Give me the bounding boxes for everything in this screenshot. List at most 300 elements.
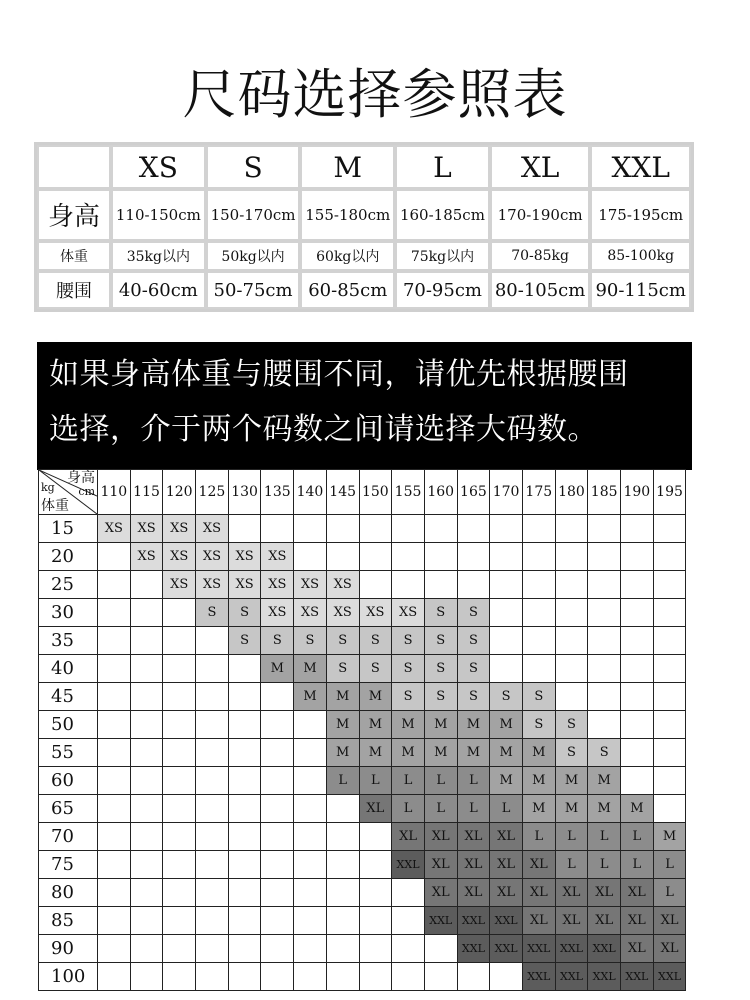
size-cell (522, 515, 555, 543)
size-cell (228, 907, 261, 935)
size-cell: XS (228, 543, 261, 571)
size-cell: M (522, 767, 555, 795)
size-cell: L (359, 767, 392, 795)
size-cell (261, 935, 294, 963)
height-value-xl: 170-190cm (490, 189, 591, 241)
size-cell (163, 627, 196, 655)
size-cell (555, 655, 588, 683)
size-cell (326, 515, 359, 543)
size-cell (588, 515, 621, 543)
size-cell (392, 879, 425, 907)
size-cell (621, 515, 654, 543)
size-cell (653, 515, 686, 543)
weight-row-20 (39, 543, 686, 571)
size-cell: M (294, 683, 327, 711)
size-cell: XL (588, 879, 621, 907)
size-cell (163, 711, 196, 739)
size-cell (130, 711, 163, 739)
size-cell (163, 935, 196, 963)
size-cell: L (555, 823, 588, 851)
weight-label-20: 20 (39, 543, 98, 571)
size-cell: XS (130, 543, 163, 571)
size-cell: XXL (653, 963, 686, 991)
weight-label-30: 30 (39, 599, 98, 627)
size-cell (130, 683, 163, 711)
size-cell (196, 711, 229, 739)
size-cell (326, 823, 359, 851)
height-header-115: 115 (130, 470, 163, 515)
size-cell: XXL (392, 851, 425, 879)
size-cell: S (522, 711, 555, 739)
weight-row-100 (39, 963, 686, 991)
size-cell: S (457, 627, 490, 655)
size-cell: L (653, 851, 686, 879)
size-cell: XXL (555, 935, 588, 963)
size-cell: XL (522, 879, 555, 907)
size-cell (98, 543, 131, 571)
size-cell: XL (588, 907, 621, 935)
size-cell (490, 655, 523, 683)
size-cell: M (522, 739, 555, 767)
size-cell: S (588, 739, 621, 767)
size-cell (621, 711, 654, 739)
notice-banner (37, 342, 692, 470)
height-header-110: 110 (98, 470, 131, 515)
size-cell (130, 795, 163, 823)
size-cell: XXL (457, 935, 490, 963)
size-cell (359, 907, 392, 935)
size-cell: XS (163, 543, 196, 571)
size-cell: XS (261, 543, 294, 571)
size-cell: XS (228, 571, 261, 599)
size-cell: XS (163, 571, 196, 599)
height-weight-size-chart (38, 469, 686, 991)
size-cell: M (359, 711, 392, 739)
size-cell (196, 739, 229, 767)
size-cell (261, 907, 294, 935)
size-header-row (37, 145, 691, 189)
size-cell (130, 823, 163, 851)
weight-value-l: 75kg以内 (395, 241, 490, 271)
size-cell (163, 907, 196, 935)
height-header-180: 180 (555, 470, 588, 515)
size-cell (228, 767, 261, 795)
row-label-waist: 腰围 (37, 271, 111, 309)
size-cell (98, 655, 131, 683)
height-header-135: 135 (261, 470, 294, 515)
size-cell: S (555, 711, 588, 739)
weight-row-60 (39, 767, 686, 795)
weight-label-65: 65 (39, 795, 98, 823)
height-header-165: 165 (457, 470, 490, 515)
weight-label-45: 45 (39, 683, 98, 711)
weight-value-xs: 35kg以内 (111, 241, 206, 271)
size-cell: XXL (424, 907, 457, 935)
size-cell: L (457, 767, 490, 795)
weight-label-90: 90 (39, 935, 98, 963)
size-cell: XL (457, 851, 490, 879)
weight-row-55 (39, 739, 686, 767)
size-cell (588, 683, 621, 711)
size-cell: XL (653, 907, 686, 935)
size-cell (130, 767, 163, 795)
size-cell: XL (457, 823, 490, 851)
header-cell-s: S (206, 145, 301, 189)
size-cell: S (457, 599, 490, 627)
size-cell: S (424, 655, 457, 683)
size-cell (196, 851, 229, 879)
size-cell: M (490, 711, 523, 739)
size-cell (130, 935, 163, 963)
size-cell: XS (98, 515, 131, 543)
size-cell: L (588, 851, 621, 879)
weight-label-70: 70 (39, 823, 98, 851)
size-cell (522, 627, 555, 655)
weight-row-35 (39, 627, 686, 655)
size-cell: M (555, 767, 588, 795)
size-cell (261, 683, 294, 711)
size-cell (98, 627, 131, 655)
size-cell (228, 515, 261, 543)
size-cell (621, 683, 654, 711)
weight-row-15 (39, 515, 686, 543)
size-cell (294, 543, 327, 571)
size-cell (98, 907, 131, 935)
size-cell: M (326, 683, 359, 711)
height-header-195: 195 (653, 470, 686, 515)
size-cell (130, 907, 163, 935)
size-cell: XL (424, 851, 457, 879)
size-cell (130, 571, 163, 599)
size-cell (359, 935, 392, 963)
size-cell (522, 599, 555, 627)
size-cell (588, 543, 621, 571)
size-cell (490, 963, 523, 991)
header-cell-l: L (395, 145, 490, 189)
size-cell (196, 767, 229, 795)
size-cell (555, 683, 588, 711)
size-cell (98, 851, 131, 879)
size-cell (228, 683, 261, 711)
size-cell (326, 963, 359, 991)
size-cell: S (555, 739, 588, 767)
corner-height-unit: cm (78, 485, 95, 498)
waist-value-s: 50-75cm (206, 271, 301, 309)
size-cell: S (424, 627, 457, 655)
size-cell: XS (163, 515, 196, 543)
size-cell (653, 683, 686, 711)
size-cell: XXL (621, 963, 654, 991)
size-cell (621, 543, 654, 571)
size-cell (653, 795, 686, 823)
size-cell (490, 543, 523, 571)
size-cell: XS (392, 599, 425, 627)
height-header-170: 170 (490, 470, 523, 515)
size-cell (196, 823, 229, 851)
size-cell (653, 627, 686, 655)
height-header-190: 190 (621, 470, 654, 515)
size-cell (130, 963, 163, 991)
size-cell (457, 515, 490, 543)
size-cell: XL (490, 823, 523, 851)
size-cell (621, 655, 654, 683)
size-cell (261, 851, 294, 879)
size-cell (555, 571, 588, 599)
size-cell (261, 963, 294, 991)
size-cell (130, 655, 163, 683)
size-cell (294, 851, 327, 879)
size-cell: XS (261, 599, 294, 627)
size-cell (457, 543, 490, 571)
size-cell (522, 543, 555, 571)
size-cell (98, 767, 131, 795)
size-cell: S (457, 655, 490, 683)
size-cell: L (424, 795, 457, 823)
size-cell (294, 515, 327, 543)
size-cell (163, 683, 196, 711)
size-cell: M (392, 739, 425, 767)
size-cell: XL (522, 907, 555, 935)
size-cell (621, 599, 654, 627)
header-cell-xs: XS (111, 145, 206, 189)
size-cell: L (522, 823, 555, 851)
size-cell: S (424, 683, 457, 711)
size-cell (392, 515, 425, 543)
size-cell (261, 823, 294, 851)
size-cell (588, 627, 621, 655)
weight-value-m: 60kg以内 (300, 241, 395, 271)
size-cell: S (196, 599, 229, 627)
size-cell: XS (294, 571, 327, 599)
size-cell (196, 907, 229, 935)
weight-label-50: 50 (39, 711, 98, 739)
size-cell: L (621, 823, 654, 851)
size-cell (98, 683, 131, 711)
size-cell (294, 739, 327, 767)
size-cell (98, 571, 131, 599)
size-cell (130, 627, 163, 655)
size-cell (359, 851, 392, 879)
size-cell (163, 851, 196, 879)
size-cell: S (457, 683, 490, 711)
size-cell: XS (294, 599, 327, 627)
weight-label-35: 35 (39, 627, 98, 655)
size-cell (228, 655, 261, 683)
size-cell: XXL (490, 907, 523, 935)
size-cell: S (228, 599, 261, 627)
size-cell: XL (457, 879, 490, 907)
size-cell (98, 879, 131, 907)
size-cell: L (392, 767, 425, 795)
size-cell: XL (522, 851, 555, 879)
size-cell (392, 963, 425, 991)
weight-label-55: 55 (39, 739, 98, 767)
size-cell: S (522, 683, 555, 711)
chart-corner-cell (39, 470, 98, 515)
size-cell: XL (392, 823, 425, 851)
weight-row-45 (39, 683, 686, 711)
size-cell (326, 907, 359, 935)
weight-row-30 (39, 599, 686, 627)
size-cell (621, 767, 654, 795)
size-cell: XS (196, 571, 229, 599)
size-cell (228, 739, 261, 767)
size-cell: XL (621, 879, 654, 907)
size-cell (294, 907, 327, 935)
size-cell (588, 599, 621, 627)
size-cell (196, 655, 229, 683)
size-cell: M (457, 711, 490, 739)
size-cell (196, 963, 229, 991)
size-cell (261, 795, 294, 823)
weight-row-80 (39, 879, 686, 907)
waist-value-m: 60-85cm (300, 271, 395, 309)
size-cell (588, 571, 621, 599)
size-cell (457, 571, 490, 599)
size-cell: XXL (457, 907, 490, 935)
size-cell: XL (490, 851, 523, 879)
size-cell: M (588, 767, 621, 795)
size-cell (522, 571, 555, 599)
size-cell: XL (424, 823, 457, 851)
size-cell: S (392, 655, 425, 683)
size-cell (555, 627, 588, 655)
height-header-175: 175 (522, 470, 555, 515)
size-cell: XS (196, 515, 229, 543)
weight-value-xl: 70-85kg (490, 241, 591, 271)
size-cell (392, 907, 425, 935)
size-cell (98, 935, 131, 963)
size-cell (326, 543, 359, 571)
size-cell: M (294, 655, 327, 683)
height-header-145: 145 (326, 470, 359, 515)
size-cell (294, 963, 327, 991)
waist-value-xs: 40-60cm (111, 271, 206, 309)
weight-label-40: 40 (39, 655, 98, 683)
size-cell: S (490, 683, 523, 711)
size-cell (261, 767, 294, 795)
height-value-xs: 110-150cm (111, 189, 206, 241)
size-cell (228, 795, 261, 823)
size-cell (196, 879, 229, 907)
size-cell (130, 599, 163, 627)
size-cell: L (653, 879, 686, 907)
size-cell (424, 543, 457, 571)
size-cell: M (490, 739, 523, 767)
size-cell (588, 711, 621, 739)
size-cell (261, 739, 294, 767)
size-cell: L (424, 767, 457, 795)
size-cell: XS (196, 543, 229, 571)
weight-value-s: 50kg以内 (206, 241, 301, 271)
weight-row (37, 241, 691, 271)
size-cell (98, 963, 131, 991)
header-cell-empty (37, 145, 111, 189)
height-header-185: 185 (588, 470, 621, 515)
header-cell-xxl: XXL (590, 145, 691, 189)
size-cell: XL (424, 879, 457, 907)
size-cell (163, 767, 196, 795)
size-cell: XL (621, 907, 654, 935)
size-cell (424, 963, 457, 991)
size-cell (392, 935, 425, 963)
size-cell: S (424, 599, 457, 627)
weight-label-100: 100 (39, 963, 98, 991)
size-cell (326, 795, 359, 823)
height-value-l: 160-185cm (395, 189, 490, 241)
size-cell (653, 599, 686, 627)
height-header-120: 120 (163, 470, 196, 515)
corner-weight-unit: kg (41, 481, 55, 494)
size-cell: XL (621, 935, 654, 963)
size-cell: XXL (522, 935, 555, 963)
size-cell (326, 935, 359, 963)
size-cell (621, 627, 654, 655)
height-header-155: 155 (392, 470, 425, 515)
size-cell (163, 879, 196, 907)
size-cell: M (359, 739, 392, 767)
weight-value-xxl: 85-100kg (590, 241, 691, 271)
weight-row-65 (39, 795, 686, 823)
size-cell: XS (359, 599, 392, 627)
size-cell (294, 767, 327, 795)
height-value-m: 155-180cm (300, 189, 395, 241)
weight-row-50 (39, 711, 686, 739)
size-cell: L (326, 767, 359, 795)
size-cell: S (228, 627, 261, 655)
size-cell: XS (326, 571, 359, 599)
size-cell: S (392, 627, 425, 655)
size-cell (163, 655, 196, 683)
size-cell (130, 879, 163, 907)
weight-row-75 (39, 851, 686, 879)
size-cell (359, 963, 392, 991)
size-cell (98, 795, 131, 823)
waist-value-xxl: 90-115cm (590, 271, 691, 309)
size-cell: S (359, 627, 392, 655)
notice-line-2: 选择，介于两个码数之间请选择大码数。 (49, 412, 598, 447)
size-cell: M (326, 711, 359, 739)
corner-height-label: 身高 (67, 470, 95, 486)
size-cell (653, 711, 686, 739)
height-header-125: 125 (196, 470, 229, 515)
size-cell (98, 739, 131, 767)
size-cell: XS (326, 599, 359, 627)
size-cell (196, 627, 229, 655)
size-cell (359, 515, 392, 543)
size-cell: L (392, 795, 425, 823)
size-cell (261, 711, 294, 739)
size-cell (228, 711, 261, 739)
weight-row-25 (39, 571, 686, 599)
size-cell: XXL (555, 963, 588, 991)
size-cell: XS (130, 515, 163, 543)
height-value-xxl: 175-195cm (590, 189, 691, 241)
weight-row-40 (39, 655, 686, 683)
size-cell (424, 935, 457, 963)
weight-label-15: 15 (39, 515, 98, 543)
weight-row-85 (39, 907, 686, 935)
size-cell (392, 543, 425, 571)
size-cell (490, 599, 523, 627)
size-cell: M (424, 739, 457, 767)
size-cell (653, 739, 686, 767)
size-cell (424, 571, 457, 599)
size-cell: L (490, 795, 523, 823)
size-cell (359, 571, 392, 599)
row-label-weight: 体重 (37, 241, 111, 271)
size-cell (196, 683, 229, 711)
